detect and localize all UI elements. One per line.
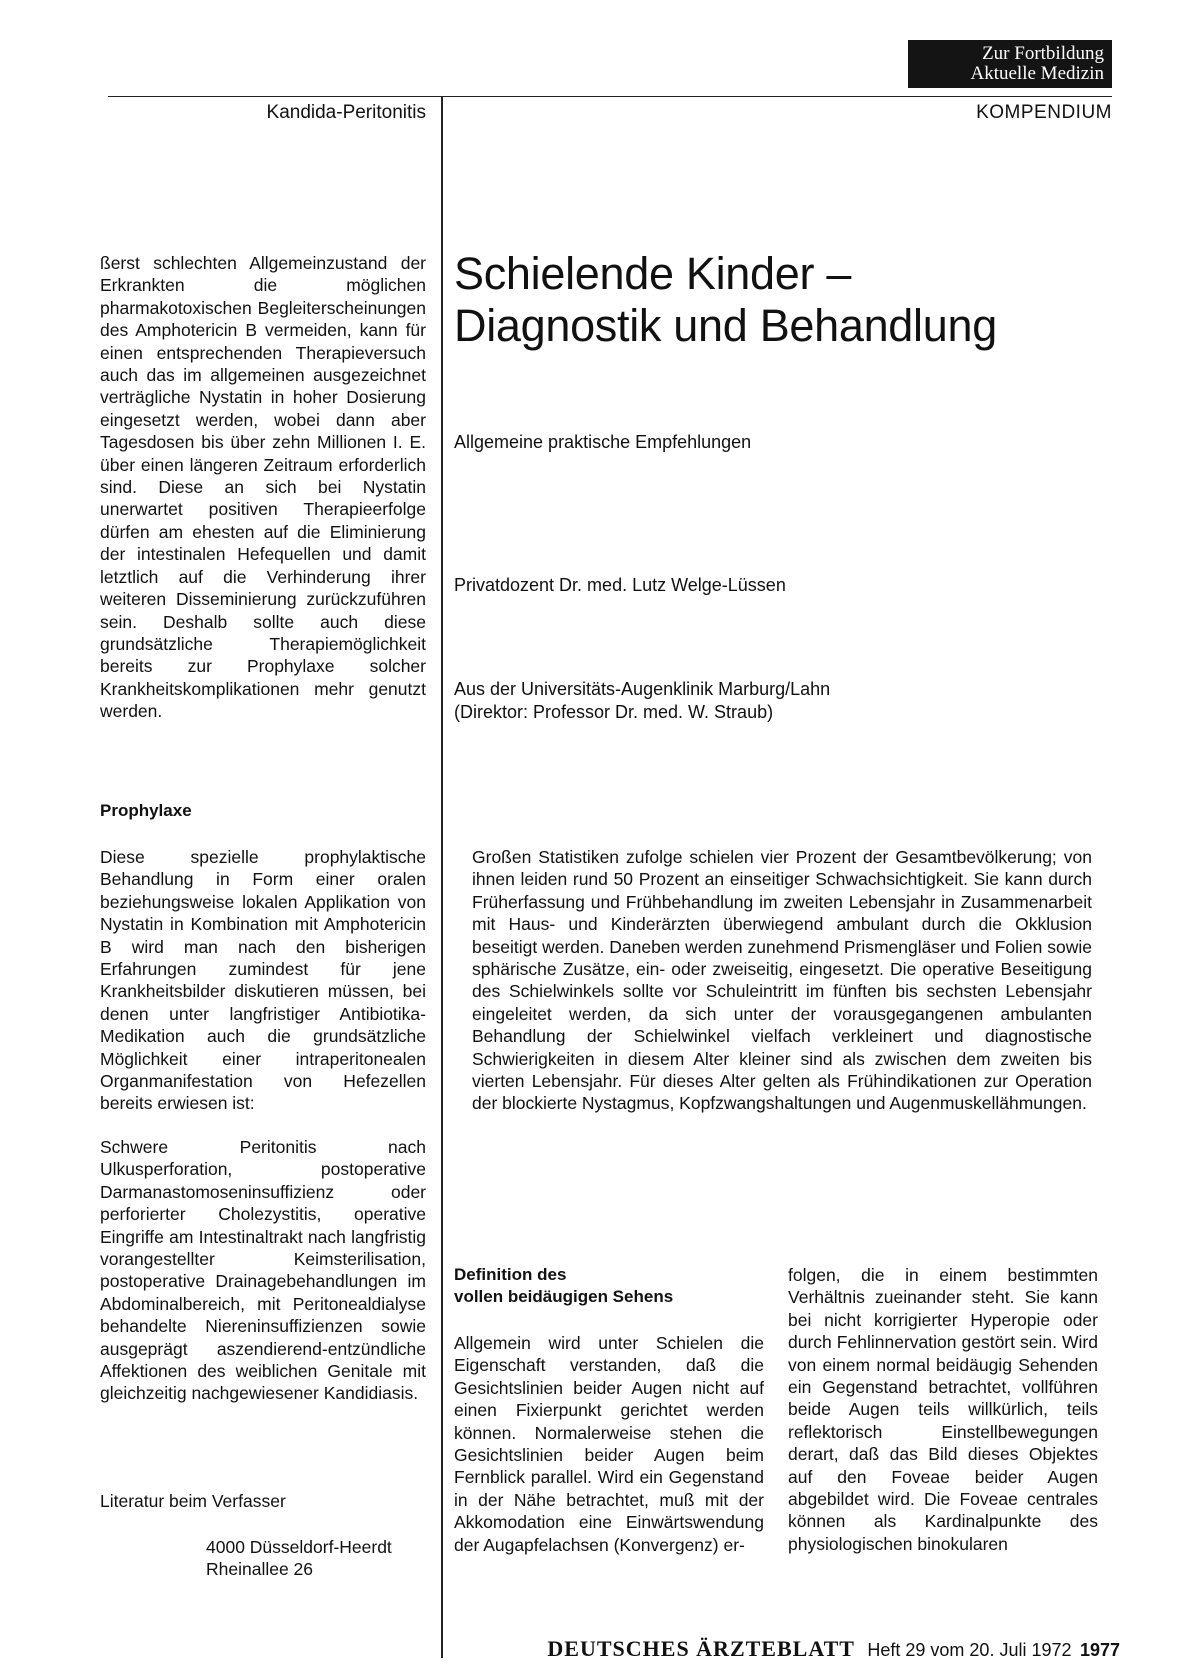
body-column-1-text: Allgemein wird unter Schielen die Eigenschaft verstanden, daß die Gesichtslinien beider Augen nicht auf einen Fixierpunkt gerichtet werden können. Normalerweise stehen die Gesichtslinien beider Augen beim Fernblick parallel. Wird ein Gegenstand in der Nähe betrachtet, muß mit der Akkomodation eine Einwärtswendung der Augapfelachsen (Konvergenz) er- [454, 1333, 764, 1555]
section-heading [454, 1264, 754, 1308]
issue-info: Heft 29 vom 20. Juli 1972 [867, 1640, 1072, 1660]
affiliation-line-2: (Direktor: Professor Dr. med. W. Straub) [454, 702, 774, 722]
running-head-right: KOMPENDIUM [976, 102, 1112, 123]
journal-name: DEUTSCHES ÄRZTEBLATT [547, 1636, 855, 1661]
left-column-intro [100, 252, 426, 723]
article-affiliation [454, 678, 830, 724]
section-badge [908, 40, 1112, 88]
article-subtitle: Allgemeine praktische Empfehlungen [454, 432, 752, 452]
prophylaxe-paragraph-1 [100, 846, 426, 1115]
abstract-paragraph: Großen Statistiken zufolge schielen vier Prozent der Gesamtbevölkerung; von ihnen leiden rund 50 Prozent an einseitiger Schwachsichtigkeit. Sie kann durch Früherfassung und Frühbehandlung im zweiten Lebensjahr in Zusammenarbeit mit Haus- und Kinderärzten überwiegend ambulant durch die Okklusion beseitigt werden. Daneben werden zunehmend Prismengläser und Folien sowie sphärische Zusätze, ein- oder zweiseitig, eingesetzt. Die operative Beseitigung des Schielwinkels sollte vor Schuleintritt im fünften bis sechsten Lebensjahr eingeleitet werden, da sich unter der vorausgegangenen ambulanten Behandlung der Schielwinkel vielfach verkleinert und diagnostische Schwierigkeiten in diesem Alter kleiner sind als zwischen dem zweiten bis vierten Lebensjahr. Für dieses Alter gelten als Frühindikationen zur Operation der blockierte Nystagmus, Kopfzwangshaltungen und Augenmuskellähmungen. [472, 847, 1092, 1114]
column-divider [441, 96, 443, 1658]
section-heading-line-1: Definition des [454, 1265, 567, 1284]
page-number: 1977 [1079, 1640, 1120, 1660]
left-paragraph-2: Schwere Peritonitis nach Ulkusperforation, postoperative Darmanastomoseninsuffizienz oder perforierter Cholezystitis, operative Eingriffe am Intestinaltrakt nach langfristig vorangestellter Keimsterilisation, postoperative Drainagebehandlungen im Abdominalbereich, mit Peritonealdialyse behandelte Niereninsuffizienzen sowie ausgeprägt aszendierend-entzündliche Affektionen des weiblichen Genitale mit gleichzeitig nachgewiesener Kandidiasis. [100, 1137, 426, 1404]
affiliation-line-1: Aus der Universitäts-Augenklinik Marburg/Lahn [454, 679, 831, 699]
header-rule [108, 96, 1112, 97]
address-line-1: 4000 Düsseldorf-Heerdt [206, 1537, 392, 1557]
article-title [454, 248, 1094, 352]
left-intro-paragraph: ßerst schlechten Allgemeinzustand der Erkrankten die möglichen pharmakotoxischen Begleiterscheinungen des Amphotericin B vermeiden, kann für einen entsprechenden Therapieversuch auch das im allgemeinen ausgezeichnet verträgliche Nystatin in hoher Dosierung eingesetzt werden, wobei dann aber Tagesdosen bis über zehn Millionen I. E. über einen längeren Zeitraum erforderlich sind. Diese an sich bei Nystatin unerwartet positiven Therapieerfolge dürfen am ehesten auf die Eliminierung der intestinalen Hefequellen und damit letztlich auf die Verhinderung ihrer weiteren Disseminierung zurückzuführen sein. Deshalb sollte auch diese grundsätzliche Therapiemöglichkeit bereits zur Prophylaxe solcher Krankheitskomplikationen mehr genutzt werden. [100, 253, 426, 722]
article-author: Privatdozent Dr. med. Lutz Welge-Lüssen [454, 575, 786, 595]
body-column-2 [788, 1264, 1098, 1555]
page-footer [520, 1636, 1120, 1662]
badge-line-1: Zur Fortbildung [982, 43, 1104, 64]
body-column-1 [454, 1332, 764, 1556]
address-line-2: Rheinallee 26 [206, 1559, 314, 1580]
left-paragraph-1: Diese spezielle prophylaktische Behandlung in Form einer oralen beziehungsweise lokalen Applikation von Nystatin in Kombination mit Amphotericin B wird man nach den bisherigen Erfahrungen zumindest für jene Krankheitsbilder diskutieren müssen, bei denen unter langfristiger Antibiotika-Medikation auch die grundsätzliche Möglichkeit einer intraperitonealen Organmanifestation von Hefezellen bereits erwiesen ist: [100, 847, 426, 1114]
author-address [206, 1536, 426, 1581]
section-heading-line-2: vollen beidäugigen Sehens [454, 1287, 674, 1306]
prophylaxe-paragraph-2 [100, 1136, 426, 1405]
title-line-2: Diagnostik und Behandlung [454, 300, 997, 351]
body-column-2-text: folgen, die in einem bestimmten Verhältnis zueinander steht. Sie kann bei nicht korrigierter Hyperopie oder durch Fehlinnervation gestört sein. Wird von einem normal beidäugig Sehenden ein Gegenstand betrachtet, vollführen beide Augen teils willkürlich, teils reflektorisch Einstellbewegungen derart, daß das Bild dieses Objektes auf den Foveae beider Augen abgebildet wird. Die Foveae centrales können als Kardinalpunkte des physiologischen binokularen [788, 1265, 1098, 1554]
literature-note: Literatur beim Verfasser [100, 1491, 286, 1511]
title-line-1: Schielende Kinder – [454, 248, 852, 299]
article-abstract [472, 846, 1092, 1115]
prophylaxe-heading: Prophylaxe [100, 801, 192, 820]
badge-line-2: Aktuelle Medizin [970, 63, 1104, 84]
running-head-left: Kandida-Peritonitis [266, 102, 426, 123]
